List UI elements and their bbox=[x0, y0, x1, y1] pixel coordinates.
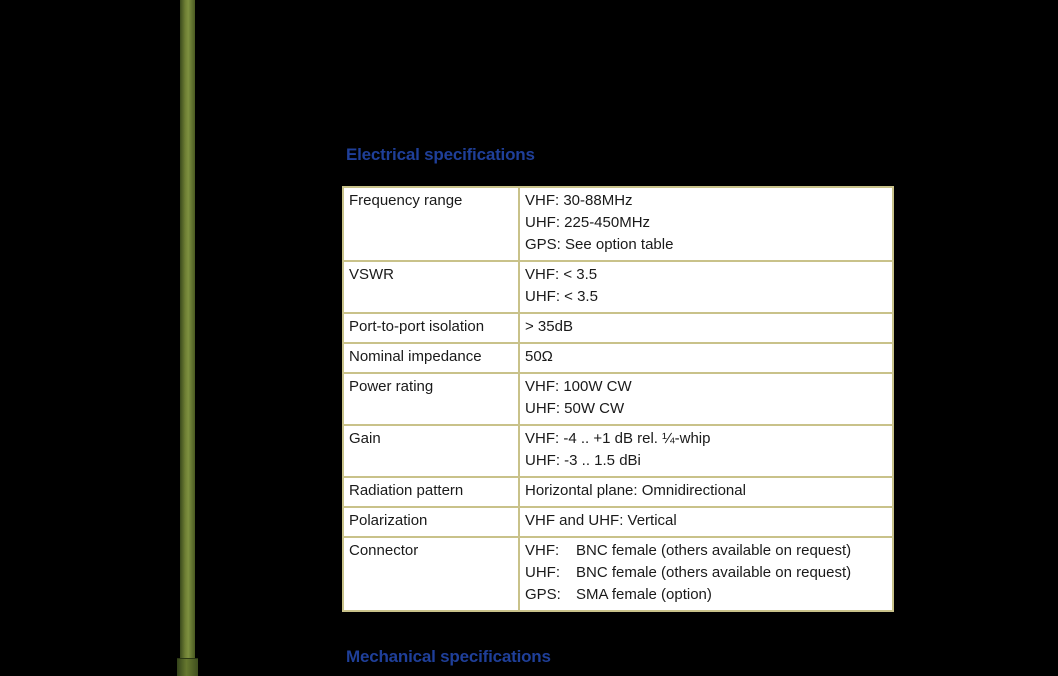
connector-band: VHF: bbox=[525, 542, 560, 559]
spec-label: Radiation pattern bbox=[343, 477, 519, 507]
electrical-specifications-heading: Electrical specifications bbox=[346, 145, 535, 164]
spec-value bbox=[519, 537, 893, 611]
spec-value bbox=[519, 507, 893, 537]
table-row bbox=[343, 373, 893, 425]
table-row bbox=[343, 425, 893, 477]
spec-label: Frequency range bbox=[343, 187, 519, 261]
electrical-specifications-table bbox=[342, 186, 894, 612]
spec-value-line: UHF: 50W CW bbox=[525, 400, 625, 417]
table-row bbox=[343, 187, 893, 261]
spec-label: Nominal impedance bbox=[343, 343, 519, 373]
table-row bbox=[343, 261, 893, 313]
table-row bbox=[343, 313, 893, 343]
spec-value-line: > 35dB bbox=[525, 318, 573, 335]
spec-value bbox=[519, 425, 893, 477]
spec-value bbox=[519, 477, 893, 507]
spec-value-line: VHF: 30-88MHz bbox=[525, 192, 633, 209]
antenna-collar-image bbox=[177, 658, 198, 676]
table-row bbox=[343, 507, 893, 537]
connector-line bbox=[525, 562, 887, 584]
spec-value-line: VHF: < 3.5 bbox=[525, 266, 598, 283]
spec-label: Polarization bbox=[343, 507, 519, 537]
spec-label: Port-to-port isolation bbox=[343, 313, 519, 343]
connector-line bbox=[525, 584, 887, 606]
spec-value-line: Horizontal plane: Omnidirectional bbox=[525, 482, 746, 499]
spec-label: Gain bbox=[343, 425, 519, 477]
spec-value bbox=[519, 343, 893, 373]
spec-value-line: UHF: -3 .. 1.5 dBi bbox=[525, 452, 641, 469]
spec-value-line: VHF: -4 .. +1 dB rel. ¼-whip bbox=[525, 430, 711, 447]
table-row bbox=[343, 477, 893, 507]
spec-value bbox=[519, 261, 893, 313]
spec-value bbox=[519, 373, 893, 425]
spec-label: Power rating bbox=[343, 373, 519, 425]
table-row bbox=[343, 537, 893, 611]
connector-band: UHF: bbox=[525, 564, 560, 581]
connector-type: BNC female (others available on request) bbox=[576, 542, 852, 559]
spec-label: Connector bbox=[343, 537, 519, 611]
spec-value-line: VHF: 100W CW bbox=[525, 378, 632, 395]
connector-line bbox=[525, 540, 887, 562]
spec-value-line: UHF: < 3.5 bbox=[525, 288, 598, 305]
table-row bbox=[343, 343, 893, 373]
spec-value-line: UHF: 225-450MHz bbox=[525, 214, 651, 231]
spec-value-line: 50Ω bbox=[525, 348, 553, 365]
spec-value bbox=[519, 313, 893, 343]
spec-value bbox=[519, 187, 893, 261]
mechanical-specifications-heading: Mechanical specifications bbox=[346, 647, 551, 666]
antenna-whip-image bbox=[180, 0, 195, 675]
spec-value-line: VHF and UHF: Vertical bbox=[525, 512, 677, 529]
connector-type: SMA female (option) bbox=[576, 586, 712, 603]
spec-label: VSWR bbox=[343, 261, 519, 313]
connector-type: BNC female (others available on request) bbox=[576, 564, 852, 581]
connector-band: GPS: bbox=[525, 586, 561, 603]
spec-value-line: GPS: See option table bbox=[525, 236, 674, 253]
